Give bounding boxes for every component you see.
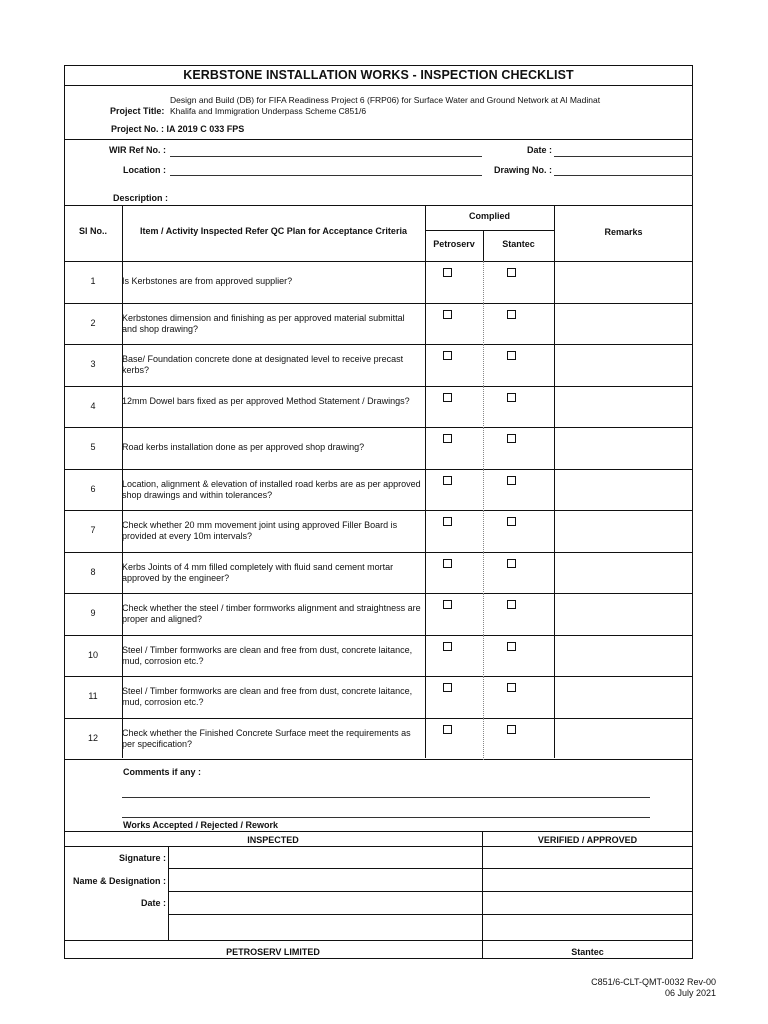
col-header-item: Item / Activity Inspected Refer QC Plan for Acceptance Criteria — [140, 226, 407, 236]
rule-header-top — [64, 205, 693, 206]
rule-date — [168, 914, 693, 915]
column-separator — [483, 510, 484, 552]
rule-complied-split — [425, 230, 554, 231]
column-separator — [483, 676, 484, 718]
column-separator — [483, 303, 484, 345]
col-rule-signoff — [482, 831, 483, 959]
column-separator — [483, 386, 484, 428]
rule-signoff-header-bottom — [64, 846, 693, 847]
row-divider — [64, 552, 693, 553]
location-field[interactable] — [170, 175, 482, 176]
petroserv-checkbox[interactable] — [443, 476, 452, 485]
inspected-header: INSPECTED — [247, 835, 299, 845]
row-divider — [64, 386, 693, 387]
row-divider — [64, 718, 693, 719]
signoff-date-label: Date : — [140, 898, 166, 908]
stantec-checkbox[interactable] — [507, 683, 516, 692]
row-item-text: 12mm Dowel bars fixed as per approved Method Statement / Drawings? — [122, 396, 410, 406]
petroserv-checkbox[interactable] — [443, 351, 452, 360]
row-item-text: Road kerbs installation done as per approved shop drawing? — [122, 442, 365, 452]
row-item-text: Is Kerbstones are from approved supplier? — [122, 276, 293, 286]
column-separator — [483, 344, 484, 386]
row-number: 2 — [90, 318, 96, 328]
stantec-checkbox[interactable] — [507, 559, 516, 568]
company-petroserv: PETROSERV LIMITED — [226, 947, 320, 957]
checklist-title: KERBSTONE INSTALLATION WORKS - INSPECTION CHECKLIST — [183, 68, 574, 82]
row-divider — [64, 344, 693, 345]
company-stantec: Stantec — [571, 947, 604, 957]
column-separator — [483, 469, 484, 511]
petroserv-checkbox[interactable] — [443, 683, 452, 692]
description-label: Description : — [112, 193, 168, 203]
row-number: 8 — [90, 567, 96, 577]
column-separator — [483, 635, 484, 677]
stantec-checkbox[interactable] — [507, 351, 516, 360]
stantec-checkbox[interactable] — [507, 517, 516, 526]
row-number: 9 — [90, 608, 96, 618]
row-item-text: Steel / Timber formworks are clean and free from dust, concrete laitance, mud, corrosion etc.? — [122, 645, 413, 666]
col-header-sl: Sl No.. — [78, 226, 107, 236]
comments-field[interactable] — [122, 797, 650, 798]
date-label: Date : — [526, 145, 552, 155]
rule-signature — [168, 868, 693, 869]
column-separator — [483, 718, 484, 760]
wir-ref-field[interactable] — [170, 156, 482, 157]
row-number: 7 — [90, 525, 96, 535]
row-number: 1 — [90, 276, 96, 286]
row-number: 6 — [90, 484, 96, 494]
column-separator — [483, 593, 484, 635]
col-header-complied: Complied — [468, 211, 510, 221]
row-divider — [64, 676, 693, 677]
stantec-checkbox[interactable] — [507, 310, 516, 319]
stantec-checkbox[interactable] — [507, 434, 516, 443]
comments-label: Comments if any : — [123, 767, 202, 777]
row-item-text: Location, alignment & elevation of installed road kerbs are as per approved shop drawings and within tolerances? — [122, 479, 421, 500]
stantec-checkbox[interactable] — [507, 476, 516, 485]
rule-company-top — [64, 940, 693, 941]
petroserv-checkbox[interactable] — [443, 393, 452, 402]
petroserv-checkbox[interactable] — [443, 517, 452, 526]
stantec-checkbox[interactable] — [507, 600, 516, 609]
petroserv-checkbox[interactable] — [443, 600, 452, 609]
rule-title-bottom — [64, 85, 693, 86]
comments-field-2[interactable] — [122, 817, 650, 818]
row-divider — [64, 510, 693, 511]
row-item-text: Check whether 20 mm movement joint using approved Filler Board is provided at every 10m intervals? — [122, 520, 398, 541]
drawing-field[interactable] — [554, 175, 693, 176]
row-number: 12 — [87, 733, 98, 743]
works-status-label: Works Accepted / Rejected / Rework — [123, 820, 279, 830]
col-header-stantec: Stantec — [502, 239, 535, 249]
document-date: 06 July 2021 — [664, 988, 716, 998]
project-title-line2: Khalifa and Immigration Underpass Scheme C851/6 — [170, 106, 367, 116]
petroserv-checkbox[interactable] — [443, 642, 452, 651]
document-reference: C851/6-CLT-QMT-0032 Rev-00 — [591, 977, 716, 987]
petroserv-checkbox[interactable] — [443, 559, 452, 568]
row-divider — [64, 593, 693, 594]
project-number: Project No. : IA 2019 C 033 FPS — [111, 124, 245, 134]
row-number: 5 — [90, 442, 96, 452]
row-item-text: Check whether the steel / timber formworks alignment and straightness are proper and aligned? — [122, 603, 421, 624]
row-item-text: Kerbstones dimension and finishing as per approved material submittal and shop drawing? — [122, 313, 405, 334]
petroserv-checkbox[interactable] — [443, 310, 452, 319]
column-separator — [483, 261, 484, 303]
row-item-text: Kerbs Joints of 4 mm filled completely with fluid sand cement mortar approved by the engineer? — [122, 562, 394, 583]
drawing-label: Drawing No. : — [494, 165, 552, 175]
row-item-text: Check whether the Finished Concrete Surface meet the requirements as per specification? — [122, 728, 411, 749]
row-divider — [64, 759, 693, 760]
location-label: Location : — [123, 165, 166, 175]
stantec-checkbox[interactable] — [507, 725, 516, 734]
column-separator — [483, 427, 484, 469]
stantec-checkbox[interactable] — [507, 268, 516, 277]
verified-header: VERIFIED / APPROVED — [537, 835, 638, 845]
row-number: 4 — [90, 401, 96, 411]
petroserv-checkbox[interactable] — [443, 725, 452, 734]
row-number: 11 — [88, 691, 98, 701]
col-header-petroserv: Petroserv — [433, 239, 475, 249]
row-divider — [64, 303, 693, 304]
rule-name — [168, 891, 693, 892]
row-number: 10 — [87, 650, 98, 660]
name-designation-label: Name & Designation : — [72, 876, 166, 886]
column-separator — [483, 552, 484, 594]
col-header-remarks: Remarks — [604, 227, 643, 237]
project-title-line1: Design and Build (DB) for FIFA Readiness Project 6 (FRP06) for Surface Water and Ground Network at Al Madinat — [170, 95, 601, 105]
row-item-text: Steel / Timber formworks are clean and free from dust, concrete laitance, mud, corrosion etc.? — [122, 686, 413, 707]
signature-label: Signature : — [118, 853, 166, 863]
rule-header-bottom — [64, 261, 693, 262]
col-rule-signoff-label — [168, 846, 169, 940]
row-divider — [64, 635, 693, 636]
petroserv-checkbox[interactable] — [443, 268, 452, 277]
rule-project-bottom — [64, 139, 693, 140]
rule-comments-bottom — [64, 831, 693, 832]
stantec-checkbox[interactable] — [507, 393, 516, 402]
row-item-text: Base/ Foundation concrete done at designated level to receive precast kerbs? — [122, 354, 404, 375]
row-divider — [64, 469, 693, 470]
petroserv-checkbox[interactable] — [443, 434, 452, 443]
date-field[interactable] — [554, 156, 693, 157]
row-number: 3 — [90, 359, 96, 369]
row-divider — [64, 427, 693, 428]
stantec-checkbox[interactable] — [507, 642, 516, 651]
project-title-label: Project Title: — [110, 106, 165, 116]
wir-ref-label: WIR Ref No. : — [109, 145, 166, 155]
